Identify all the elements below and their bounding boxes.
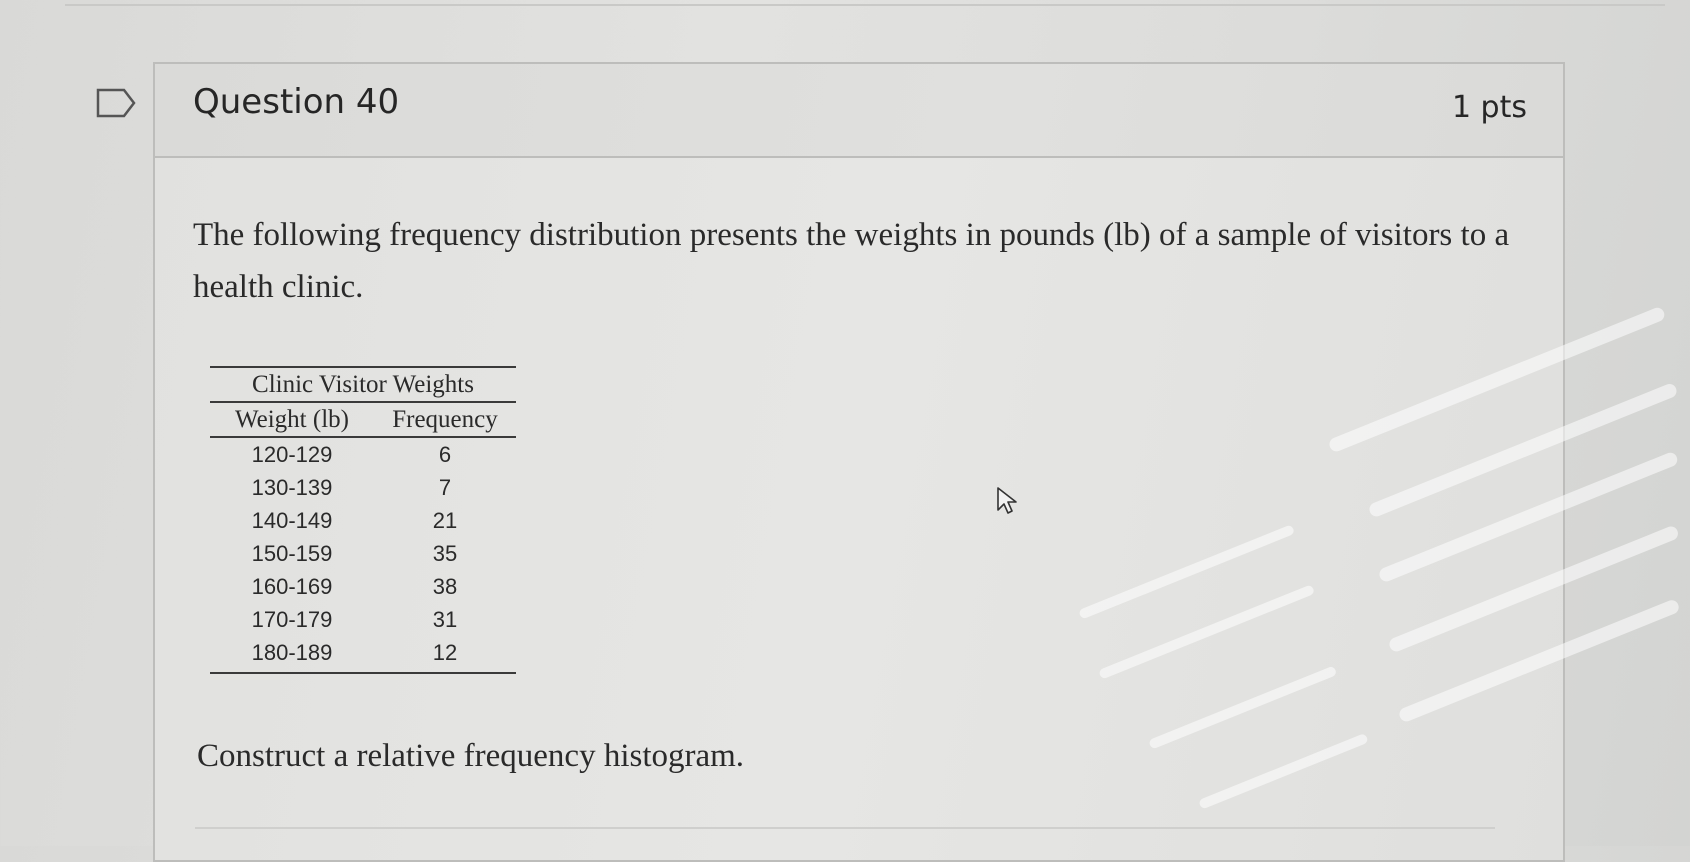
frequency-cell: 31 — [432, 607, 458, 632]
weight-cell: 160-169 — [251, 574, 333, 599]
weight-cell: 180-189 — [251, 640, 333, 665]
weight-cell: 170-179 — [251, 607, 333, 632]
top-divider — [65, 4, 1665, 6]
frequency-cell: 38 — [432, 574, 458, 599]
table-row — [210, 504, 516, 537]
header-weight: Weight (lb) — [235, 406, 349, 433]
table-row — [210, 471, 516, 504]
table-bottom-rule — [210, 672, 516, 674]
table-body — [210, 438, 516, 672]
question-header — [155, 64, 1563, 158]
frequency-cell: 7 — [438, 475, 452, 500]
table-caption: Clinic Visitor Weights — [252, 371, 474, 398]
table-row — [210, 636, 516, 669]
question-title: Question 40 — [193, 82, 400, 122]
question-prompt: Construct a relative frequency histogram. — [197, 738, 745, 774]
mouse-pointer-icon — [996, 486, 1020, 516]
frequency-table — [210, 366, 516, 674]
frequency-cell: 12 — [432, 640, 458, 665]
answer-divider — [195, 827, 1495, 829]
frequency-cell: 21 — [432, 508, 458, 533]
frequency-cell: 6 — [438, 442, 452, 467]
table-row — [210, 537, 516, 570]
weight-cell: 150-159 — [251, 541, 333, 566]
weight-cell: 130-139 — [251, 475, 333, 500]
table-row — [210, 570, 516, 603]
table-row — [210, 603, 516, 636]
weight-cell: 120-129 — [251, 442, 333, 467]
table-header-row — [210, 403, 516, 436]
question-text: The following frequency distribution presents the weights in pounds (lb) of a sample of visitors to a health clinic. — [193, 217, 1510, 305]
header-frequency: Frequency — [392, 406, 498, 433]
weight-cell: 140-149 — [251, 508, 333, 533]
frequency-cell: 35 — [432, 541, 458, 566]
table-row — [210, 438, 516, 471]
question-points: 1 pts — [1451, 90, 1527, 125]
question-card — [153, 62, 1565, 862]
flag-question-icon[interactable] — [96, 88, 136, 118]
